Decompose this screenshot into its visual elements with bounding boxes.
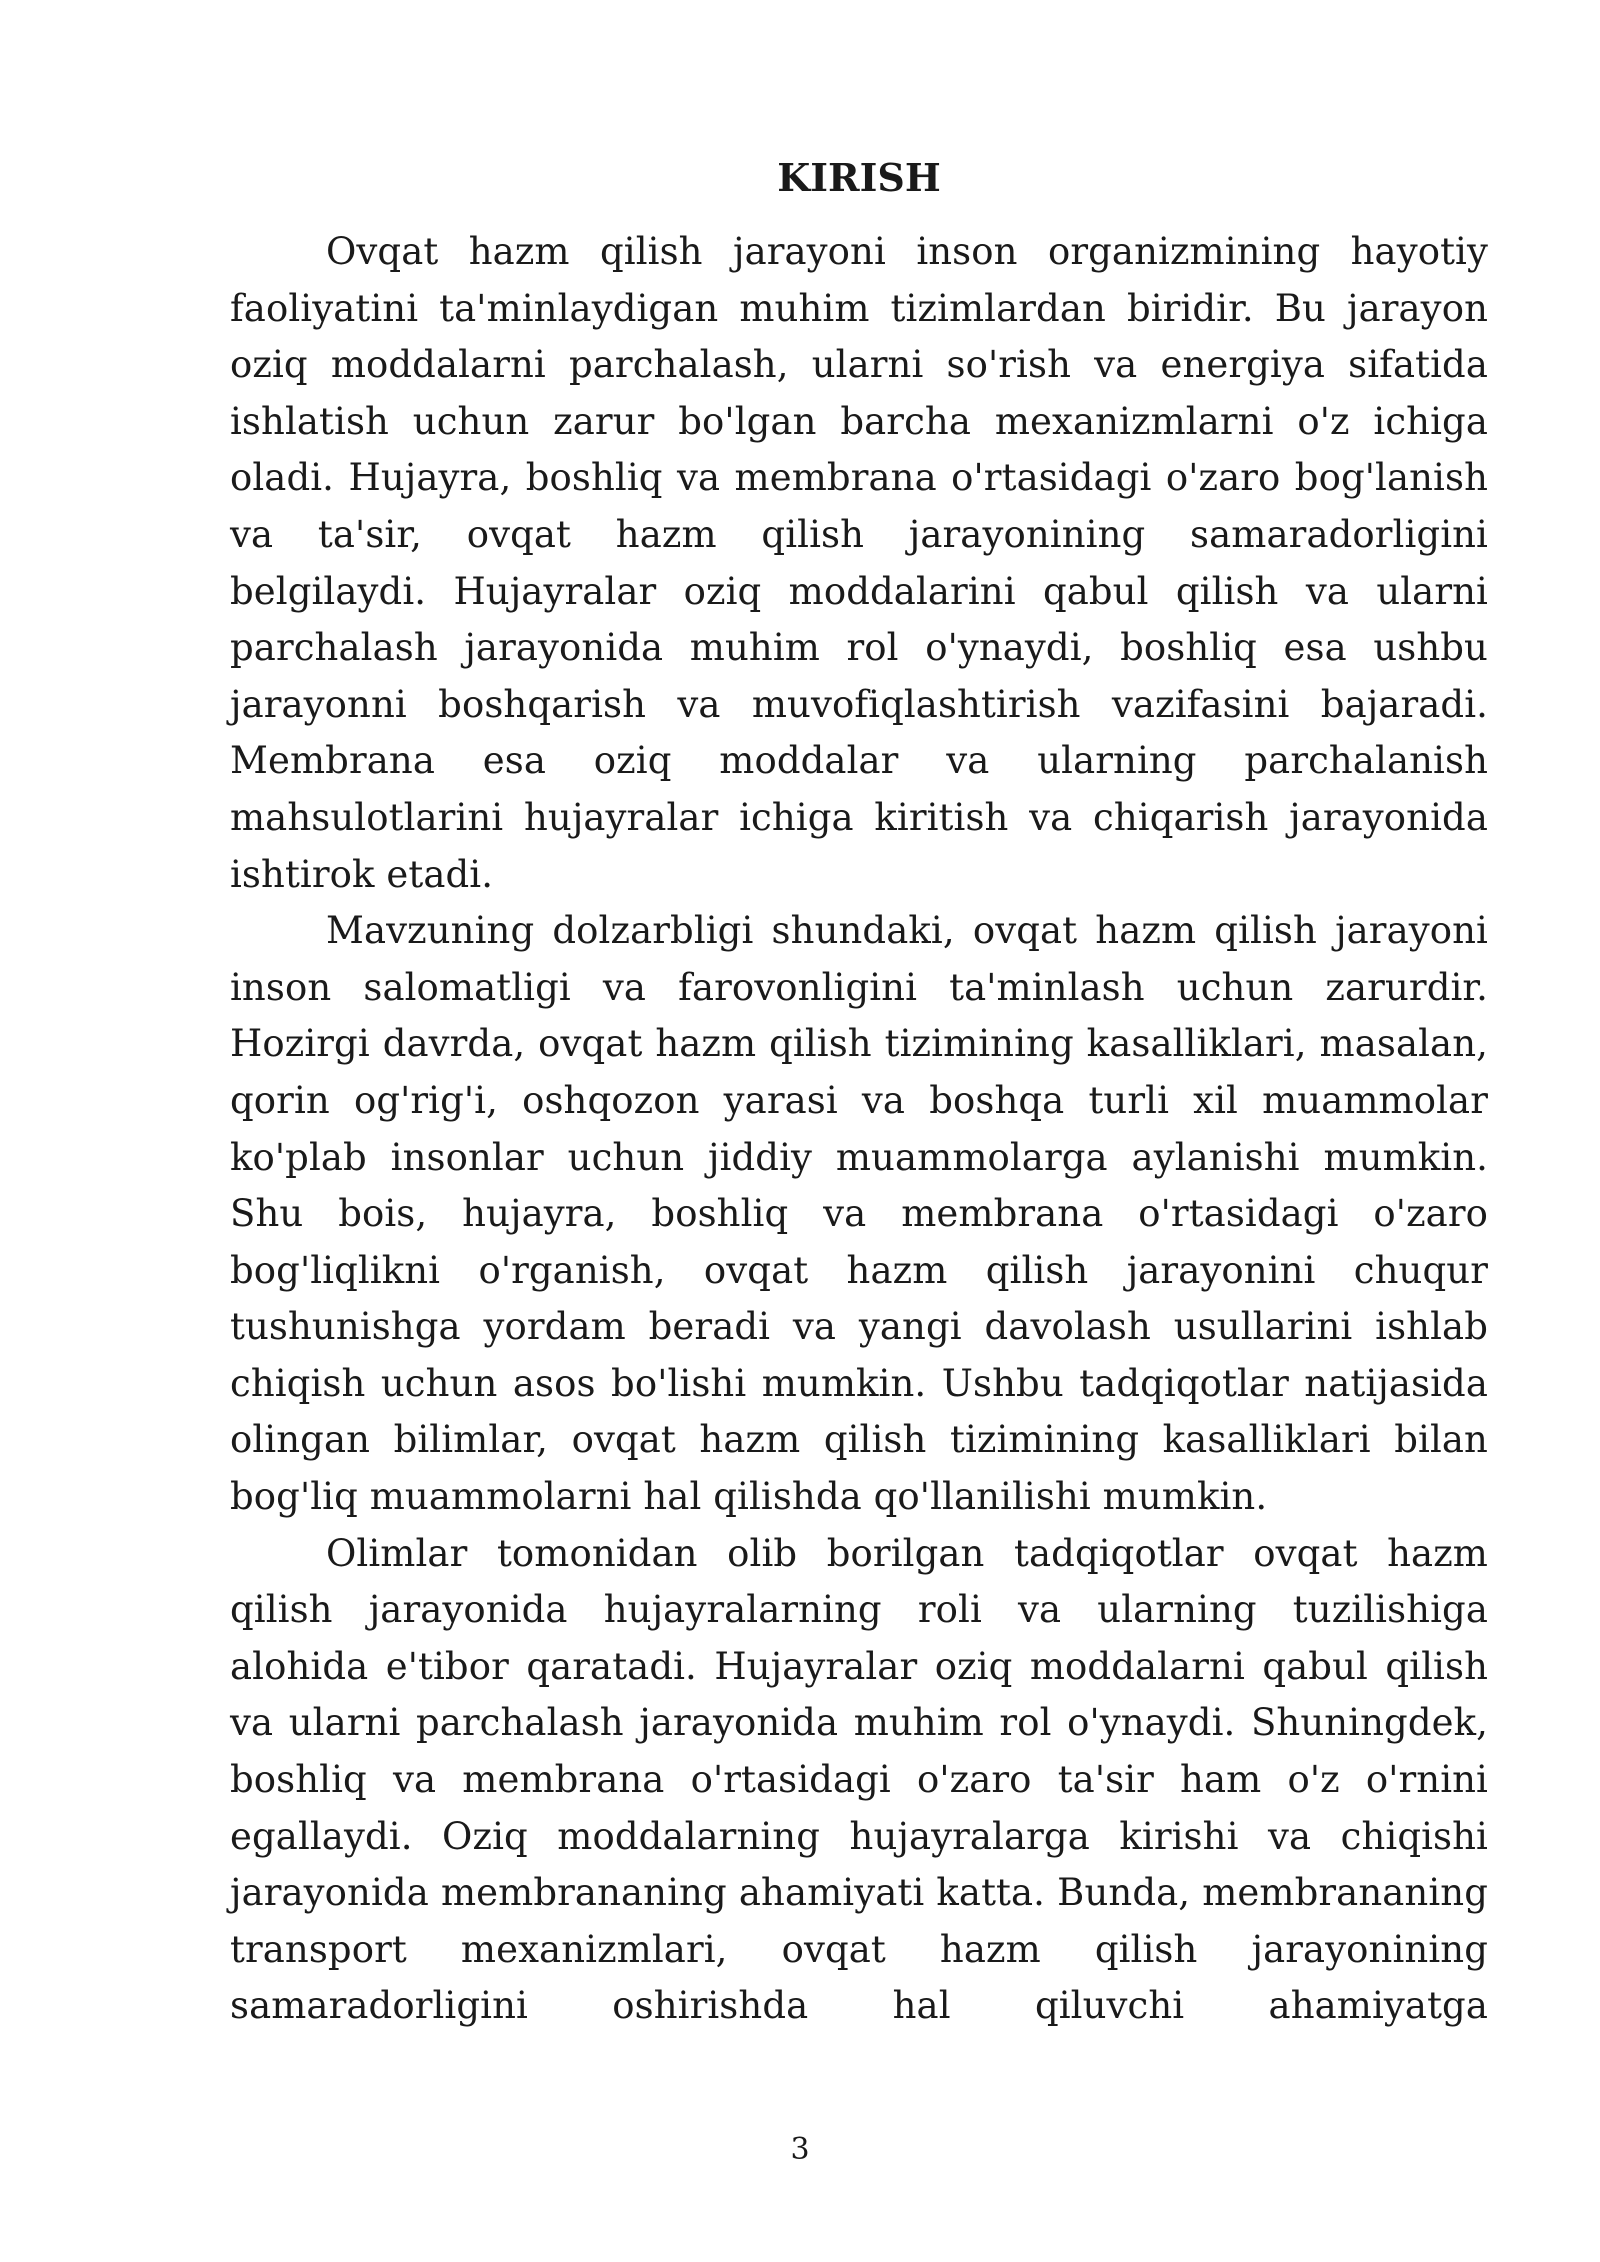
page-number: 3 (790, 2132, 810, 2167)
paragraph-3: Olimlar tomonidan olib borilgan tadqiqotlar ovqat hazm qilish jarayonida hujayralarning roli va ularning tuzilishiga alohida e'tibor qaratadi. Hujayralar oziq moddalarni qabul qilish va ularni parchalash jarayonida muhim rol o'ynaydi. Shuningdek, boshliq va membrana o'rtasidagi o'zaro ta'sir ham o'z o'rnini egallaydi. Oziq moddalarning hujayralarga kirishi va chiqishi jarayonida membrananing ahamiyati katta. Bunda, membrananing transport mexanizmlari, ovqat hazm qilish jarayonining samaradorligini oshirishda hal qiluvchi ahamiyatga (230, 1531, 1488, 2028)
section-title: KIRISH (777, 155, 941, 200)
paragraph-1: Ovqat hazm qilish jarayoni inson organizmining hayotiy faoliyatini ta'minlaydigan muhim tizimlardan biridir. Bu jarayon oziq moddalarni parchalash, ularni so'rish va energiya sifatida ishlatish uchun zarur bo'lgan barcha mexanizmlarni o'z ichiga oladi. Hujayra, boshliq va membrana o'rtasidagi o'zaro bog'lanish va ta'sir, ovqat hazm qilish jarayonining samaradorligini belgilaydi. Hujayralar oziq moddalarini qabul qilish va ularni parchalash jarayonida muhim rol o'ynaydi, boshliq esa ushbu jarayonni boshqarish va muvofiqlashtirish vazifasini bajaradi. Membrana esa oziq moddalar va ularning parchalanish mahsulotlarini hujayralar ichiga kiritish va chiqarish jarayonida ishtirok etadi. (230, 230, 1488, 896)
paragraph-2: Mavzuning dolzarbligi shundaki, ovqat hazm qilish jarayoni inson salomatligi va farovonligini ta'minlash uchun zarurdir. Hozirgi davrda, ovqat hazm qilish tizimining kasalliklari, masalan, qorin og'rig'i, oshqozon yarasi va boshqa turli xil muammolar ko'plab insonlar uchun jiddiy muammolarga aylanishi mumkin. Shu bois, hujayra, boshliq va membrana o'rtasidagi o'zaro bog'liqlikni o'rganish, ovqat hazm qilish jarayonini chuqur tushunishga yordam beradi va yangi davolash usullarini ishlab chiqish uchun asos bo'lishi mumkin. Ushbu tadqiqotlar natijasida olingan bilimlar, ovqat hazm qilish tizimining kasalliklari bilan bog'liq muammolarni hal qilishda qo'llanilishi mumkin. (230, 909, 1488, 1519)
document-page (230, 150, 1488, 2110)
